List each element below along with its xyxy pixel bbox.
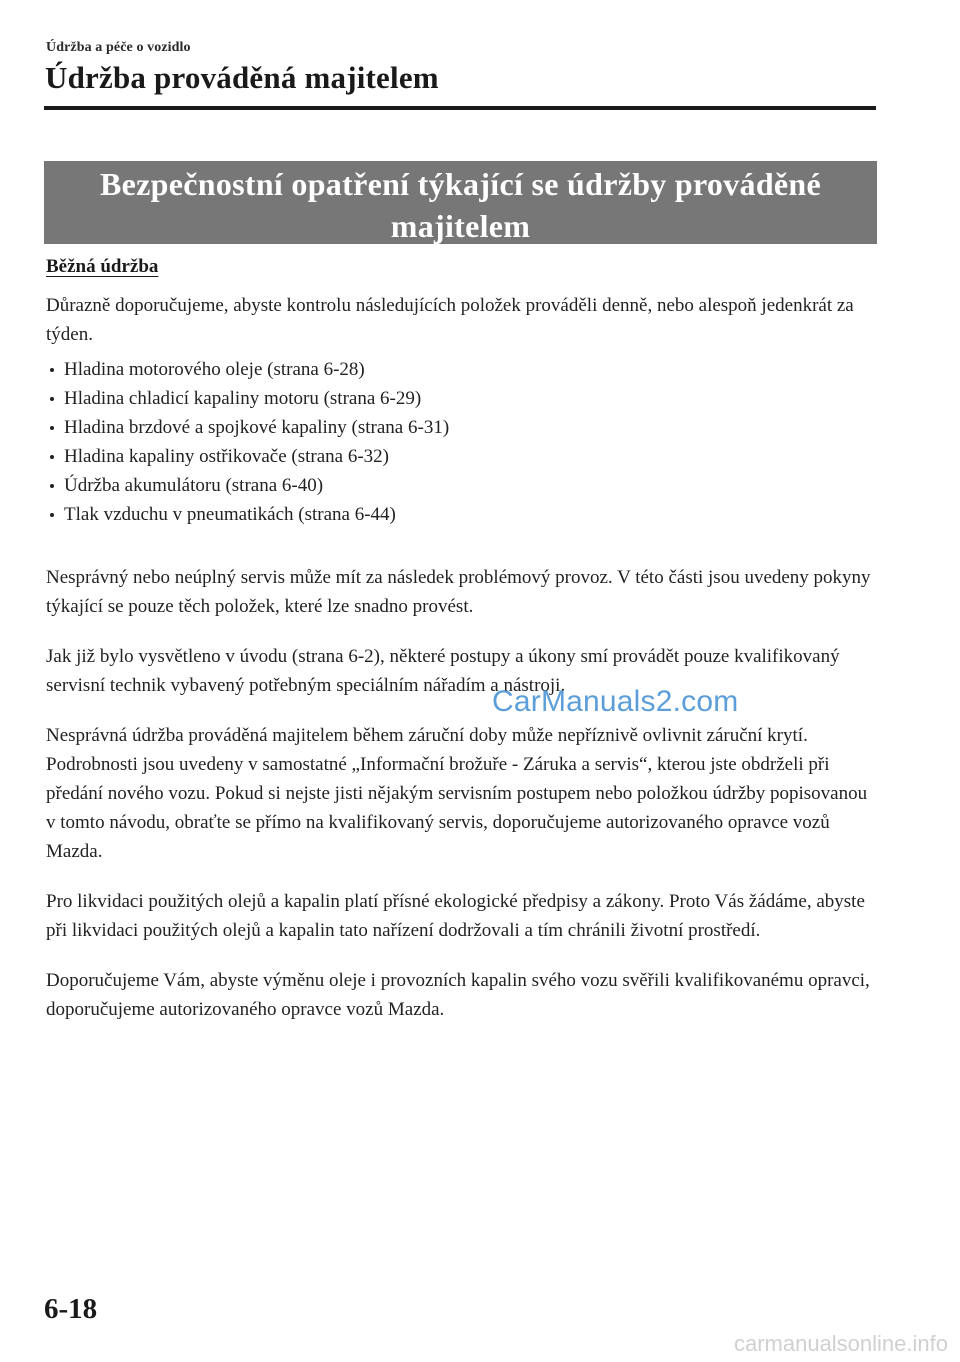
title-divider [44, 106, 876, 110]
check-list [46, 355, 876, 529]
bullet-icon [50, 513, 54, 517]
subheading: Běžná údržba [46, 256, 159, 277]
site-watermark: carmanualsonline.info [733, 1331, 948, 1356]
breadcrumb: Údržba a péče o vozidlo [46, 40, 191, 55]
page-title: Údržba prováděná majitelem [45, 60, 439, 95]
section-banner [44, 161, 877, 244]
list-item: Hladina chladicí kapaliny motoru (strana 6-29) [46, 384, 876, 413]
list-item: Údržba akumulátoru (strana 6-40) [46, 471, 876, 500]
page-number: 6-18 [44, 1293, 98, 1325]
paragraph: Nesprávná údržba prováděná majitelem během záruční doby může nepříznivě ovlivnit záruční krytí. Podrobnosti jsou uvedeny v samostatné „Informační brožuře - Záruka a servis“, kterou jste obdrželi při předání nového vozu. Pokud si nejste jisti nějakým servisním postupem nebo položkou údržby popisovanou v tomto návodu, obraťte se přímo na kvalifikovaný servis, doporučujeme autorizovaného opravce vozů Mazda. [46, 725, 868, 862]
watermark: CarManuals2.com [492, 685, 739, 718]
intro-paragraph: Důrazně doporučujeme, abyste kontrolu následujících položek prováděli denně, nebo alespoň jedenkrát za týden. [46, 295, 854, 345]
paragraph: Doporučujeme Vám, abyste výměnu oleje i provozních kapalin svého vozu svěřili kvalifikovanému opravci, doporučujeme autorizovaného opravce vozů Mazda. [46, 970, 870, 1020]
paragraph: Pro likvidaci použitých olejů a kapalin platí přísné ekologické předpisy a zákony. Proto Vás žádáme, abyste při likvidaci použitých olejů a kapalin tato nařízení dodržovali a tím chránili životní prostředí. [46, 891, 865, 941]
body-text [46, 291, 876, 1024]
section-banner-line-2: majitelem [390, 208, 531, 244]
paragraph: Nesprávný nebo neúplný servis může mít za následek problémový provoz. V této části jsou uvedeny pokyny týkající se pouze těch položek, které lze snadno provést. [46, 567, 871, 617]
bullet-icon [50, 368, 54, 372]
bullet-icon [50, 484, 54, 488]
bullet-icon [50, 397, 54, 401]
list-item: Hladina brzdové a spojkové kapaliny (strana 6-31) [46, 413, 876, 442]
bullet-icon [50, 455, 54, 459]
list-item: Hladina kapaliny ostřikovače (strana 6-32) [46, 442, 876, 471]
section-banner-line-1: Bezpečnostní opatření týkající se údržby prováděné [99, 166, 822, 202]
list-item: Hladina motorového oleje (strana 6-28) [46, 355, 876, 384]
list-item: Tlak vzduchu v pneumatikách (strana 6-44) [46, 500, 876, 529]
bullet-icon [50, 426, 54, 430]
paragraph: Jak již bylo vysvětleno v úvodu (strana 6-2), některé postupy a úkony smí provádět pouze kvalifikovaný servisní technik vybavený potřebným speciálním nářadím a nástroji. [46, 646, 840, 696]
